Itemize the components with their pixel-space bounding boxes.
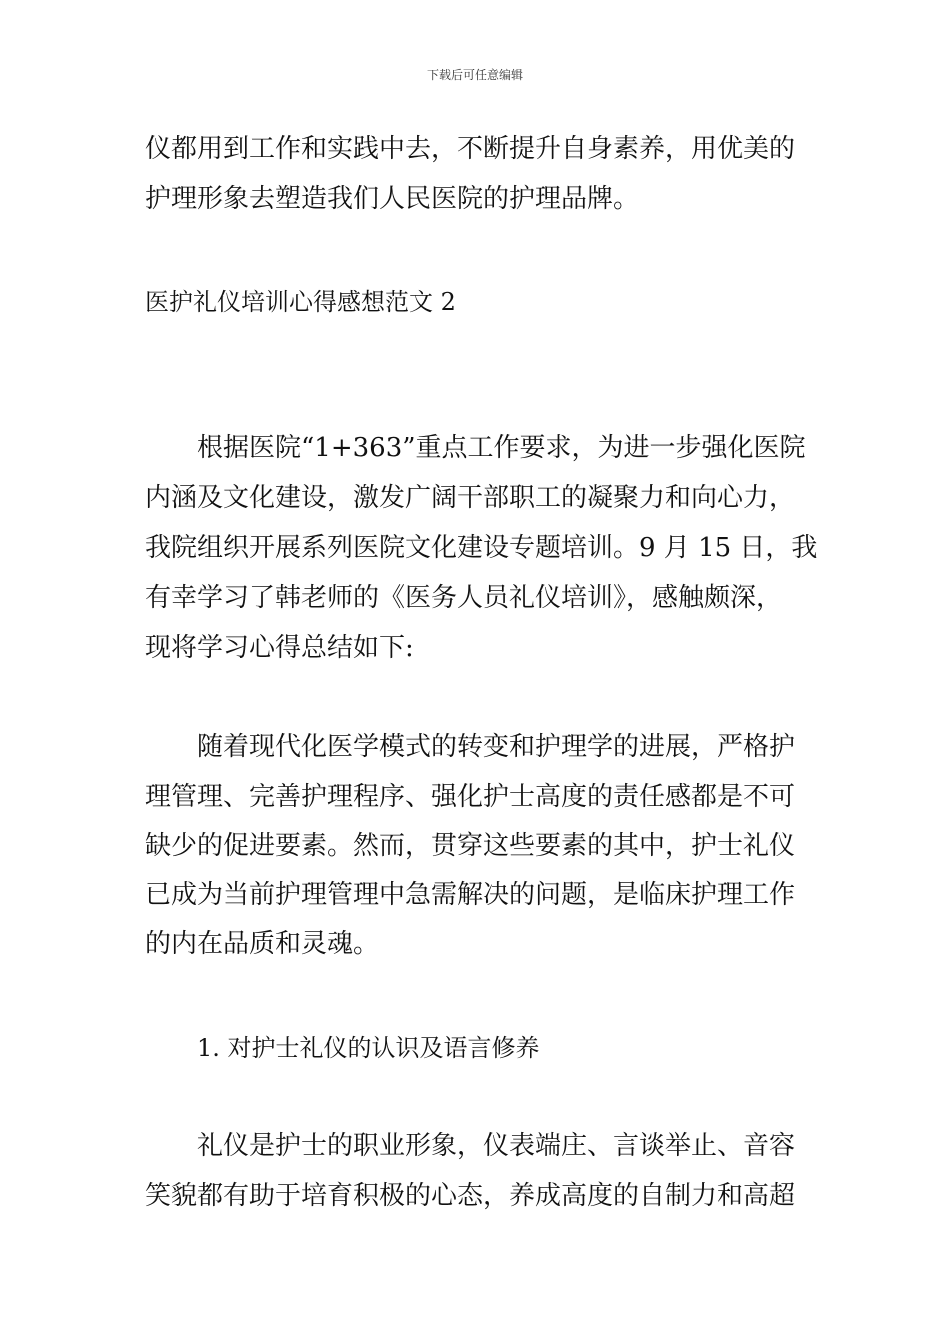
- paragraph-line: 仪都用到工作和实践中去，不断提升自身素养，用优美的: [145, 134, 796, 164]
- paragraph-line: 理管理、完善护理程序、强化护士高度的责任感都是不可: [145, 782, 796, 812]
- subsection-title: 1. 对护士礼仪的认识及语言修养: [197, 1034, 540, 1062]
- paragraph-line: 内涵及文化建设，激发广阔干部职工的凝聚力和向心力，: [145, 483, 796, 513]
- section-title: 医护礼仪培训心得感想范文 2: [145, 288, 456, 316]
- paragraph-line: 的内在品质和灵魂。: [145, 929, 380, 959]
- paragraph-line: 护理形象去塑造我们人民医院的护理品牌。: [145, 184, 640, 214]
- paragraph-line: 有幸学习了韩老师的《医务人员礼仪培训》，感触颇深，: [145, 583, 783, 613]
- paragraph-line: 礼仪是护士的职业形象，仪表端庄、言谈举止、音容: [197, 1131, 796, 1161]
- paragraph-line: 缺少的促进要素。然而，贯穿这些要素的其中，护士礼仪: [145, 831, 796, 861]
- paragraph-line: 我院组织开展系列医院文化建设专题培训。9 月 15 日，我: [145, 533, 818, 563]
- paragraph-line: 现将学习心得总结如下:: [145, 633, 414, 663]
- paragraph-line: 笑貌都有助于培育积极的心态，养成高度的自制力和高超: [145, 1181, 796, 1211]
- paragraph-line: 根据医院“1+363”重点工作要求，为进一步强化医院: [197, 433, 806, 463]
- paragraph-line: 已成为当前护理管理中急需解决的问题，是临床护理工作: [145, 880, 796, 910]
- paragraph-line: 随着现代化医学模式的转变和护理学的进展，严格护: [197, 732, 796, 762]
- header-note: 下载后可任意编辑: [426, 68, 523, 82]
